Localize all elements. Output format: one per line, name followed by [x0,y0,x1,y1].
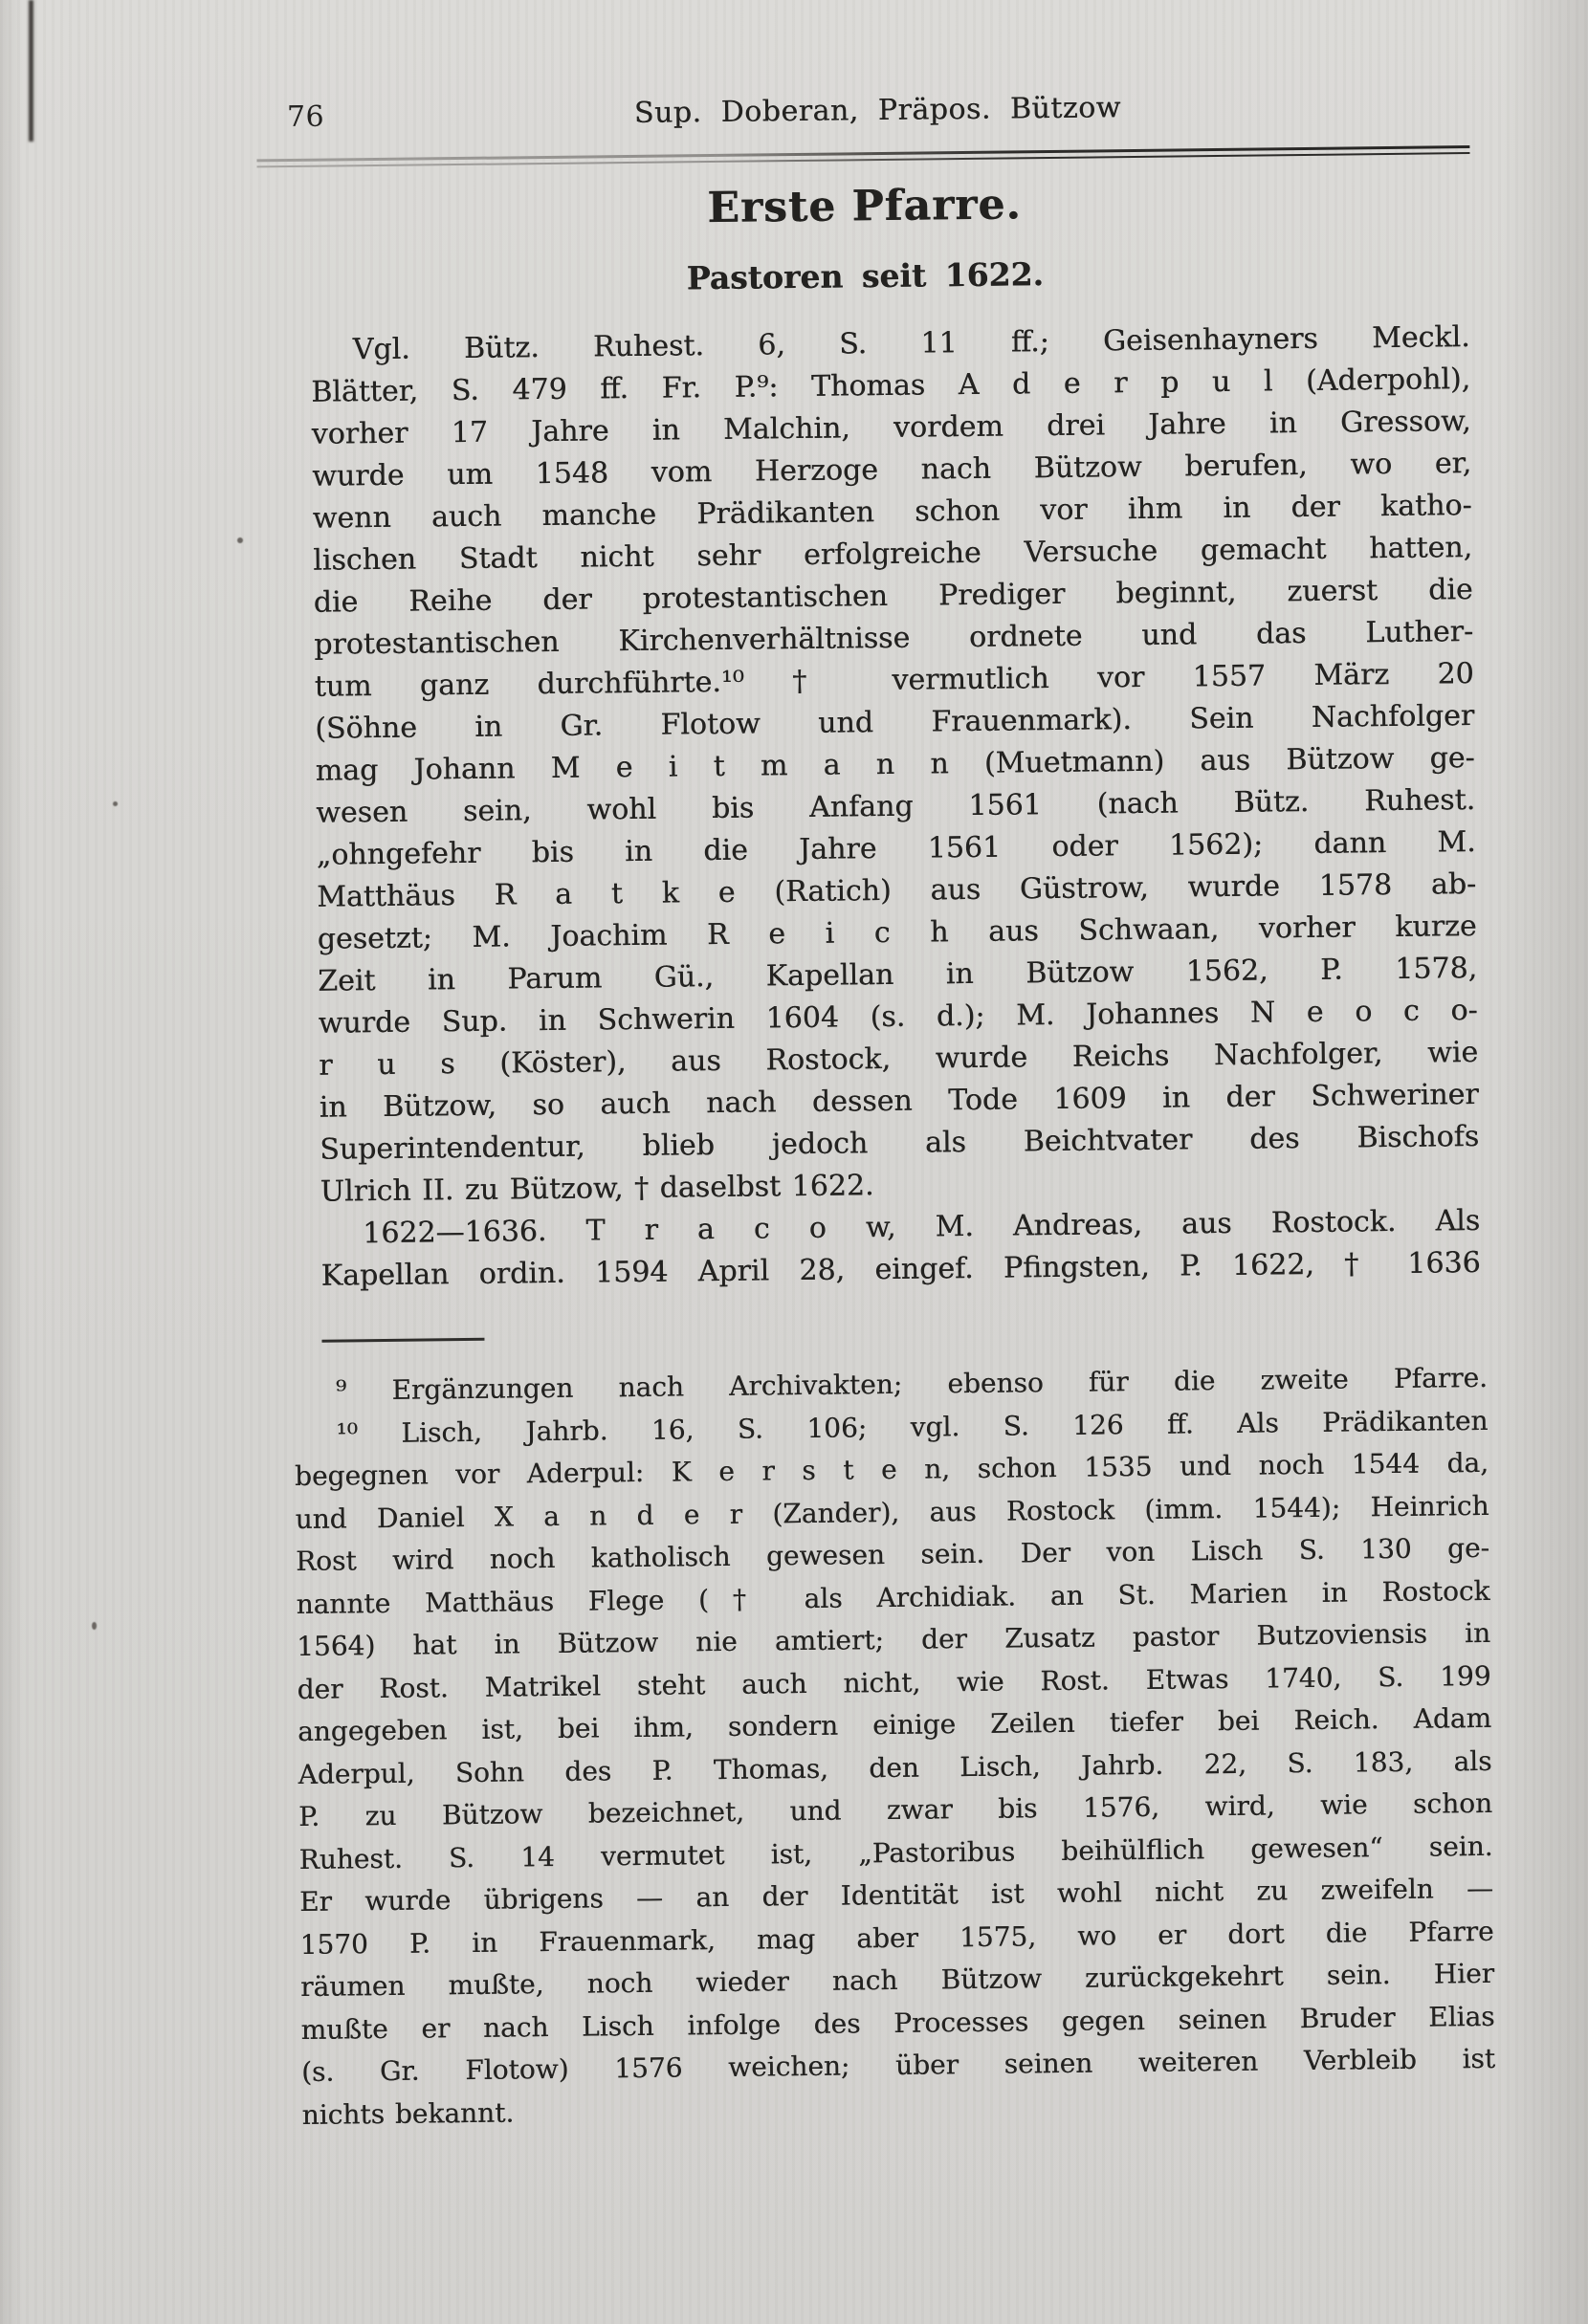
text-line: Ulrich II. zu Bützow, † daselbst 1622. [320,1169,874,1209]
page-number: 76 [286,99,325,135]
text-line: gesetzt; M. Joachim R e i c h aus Schwaan, vorher kurze [317,909,1477,956]
text-line: 1564) hat in Bützow nie amtiert; der Zusatz pastor Butzoviensis in [296,1616,1491,1663]
text-line: ¹⁰ Lisch, Jahrb. 16, S. 106; vgl. S. 126 ff. Als Prädikanten [336,1404,1489,1450]
text-line: begegnen vor Aderpul: K e r s t e n, schon 1535 und noch 1544 da, [294,1446,1489,1493]
text-line: Ruhest. S. 14 vermutet ist, „Pastoribus beihülflich gewesen“ sein. [298,1830,1493,1875]
text-line: wurde Sup. in Schwerin 1604 (s. d.); M. Johannes N e o c o- [318,993,1478,1041]
text-line: in Bützow, so auch nach dessen Tode 1609 in der Schweriner [319,1077,1479,1125]
text-line: angegeben ist, bei ihm, sondern einige Zeilen tiefer bei Reich. Adam [297,1701,1492,1748]
paragraph [320,1200,1481,1298]
text-line: r u s (Köster), aus Rostock, wurde Reichs Nachfolger, wie [319,1035,1479,1083]
text-line: „ohngefehr bis in die Jahre 1561 oder 1562); dann M. [316,824,1476,872]
text-line: lischen Stadt nicht sehr erfolgreiche Versuche gemacht hatten, [313,531,1473,578]
text-line: mag Johann M e i t m a n n (Muetmann) aus Bützow ge- [315,741,1475,788]
text-line: Er wurde übrigens — an der Identität ist wohl nicht zu zweifeln — [298,1872,1494,1918]
text-line: Vgl. Bütz. Ruhest. 6, S. 11 ff.; Geisenhayners Meckl. [352,320,1470,367]
text-line: P. zu Bützow bezeichnet, und zwar bis 1576, wird, wie schon [298,1787,1493,1833]
main-text [310,317,1480,1298]
text-line: und Daniel X a n d e r (Zander), aus Rostock (imm. 1544); Heinrich [295,1489,1489,1535]
text-line: 1570 P. in Frauenmark, mag aber 1575, wo er dort die Pfarre [299,1915,1494,1961]
page-header [287,87,1468,141]
text-line: ⁹ Ergänzungen nach Archivakten; ebenso für die zweite Pfarre. [335,1361,1489,1407]
text-line: Blätter, S. 479 ff. Fr. P.⁹: Thomas A d e r p u l (Aderpohl), [311,362,1471,409]
text-line: Aderpul, Sohn des P. Thomas, den Lisch, Jahrb. 22, S. 183, als [298,1744,1492,1790]
page-subtitle: Pastoren seit 1622. [686,255,1045,297]
text-line: (Söhne in Gr. Flotow und Frauenmark). Sein Nachfolger [315,699,1475,746]
text-line: 1622—1636. T r a c o w, M. Andreas, aus Rostock. Als [363,1203,1481,1251]
text-line: vorher 17 Jahre in Malchin, vordem drei Jahre in Gressow, [311,405,1471,451]
text-line: die Reihe der protestantischen Prediger beginnt, zuerst die [313,573,1473,620]
footnote-separator [321,1338,484,1343]
running-header: Sup. Doberan, Präpos. Bützow [633,91,1122,130]
footnotes [294,1357,1496,2137]
text-line: Kapellan ordin. 1594 April 28, eingef. Pfingsten, P. 1622, † 1636 [320,1245,1481,1293]
text-line: (s. Gr. Flotow) 1576 weichen; über seinen weiteren Verbleib ist [300,2042,1496,2089]
text-line: wesen sein, wohl bis Anfang 1561 (nach Bütz. Ruhest. [316,783,1476,830]
text-line: tum ganz durchführte.¹⁰ † vermutlich vor 1557 März 20 [314,657,1474,704]
text-line: nichts bekannt. [301,2095,515,2131]
text-line: nannte Matthäus Flege († als Archidiak. an St. Marien in Rostock [296,1574,1490,1620]
text-line: Matthäus R a t k e (Ratich) aus Güstrow, wurde 1578 ab- [317,866,1477,914]
text-line: der Rost. Matrikel steht auch nicht, wie Rost. Etwas 1740, S. 199 [297,1659,1491,1705]
text-line: Superintendentur, blieb jedoch als Beichtvater des Bischofs [320,1119,1480,1167]
text-line: wurde um 1548 vom Herzoge nach Bützow berufen, wo er, [312,447,1472,493]
text-line: räumen mußte, noch wieder nach Bützow zurückgekehrt sein. Hier [299,1957,1495,2004]
header-rule [256,145,1469,167]
paragraph [310,317,1479,1214]
text-line: mußte er nach Lisch infolge des Processes gegen seinen Bruder Elias [300,2000,1495,2046]
footnote [294,1399,1496,2137]
text-line: Zeit in Parum Gü., Kapellan in Bützow 1562, P. 1578, [318,951,1478,998]
text-line: wenn auch manche Prädikanten schon vor ihm in der katho- [312,489,1472,536]
text-line: protestantischen Kirchenverhältnisse ordnete und das Luther- [314,615,1474,662]
text-line: Rost wird noch katholisch gewesen sein. Der von Lisch S. 130 ge- [295,1531,1490,1578]
page-title: Erste Pfarre. [707,180,1022,233]
